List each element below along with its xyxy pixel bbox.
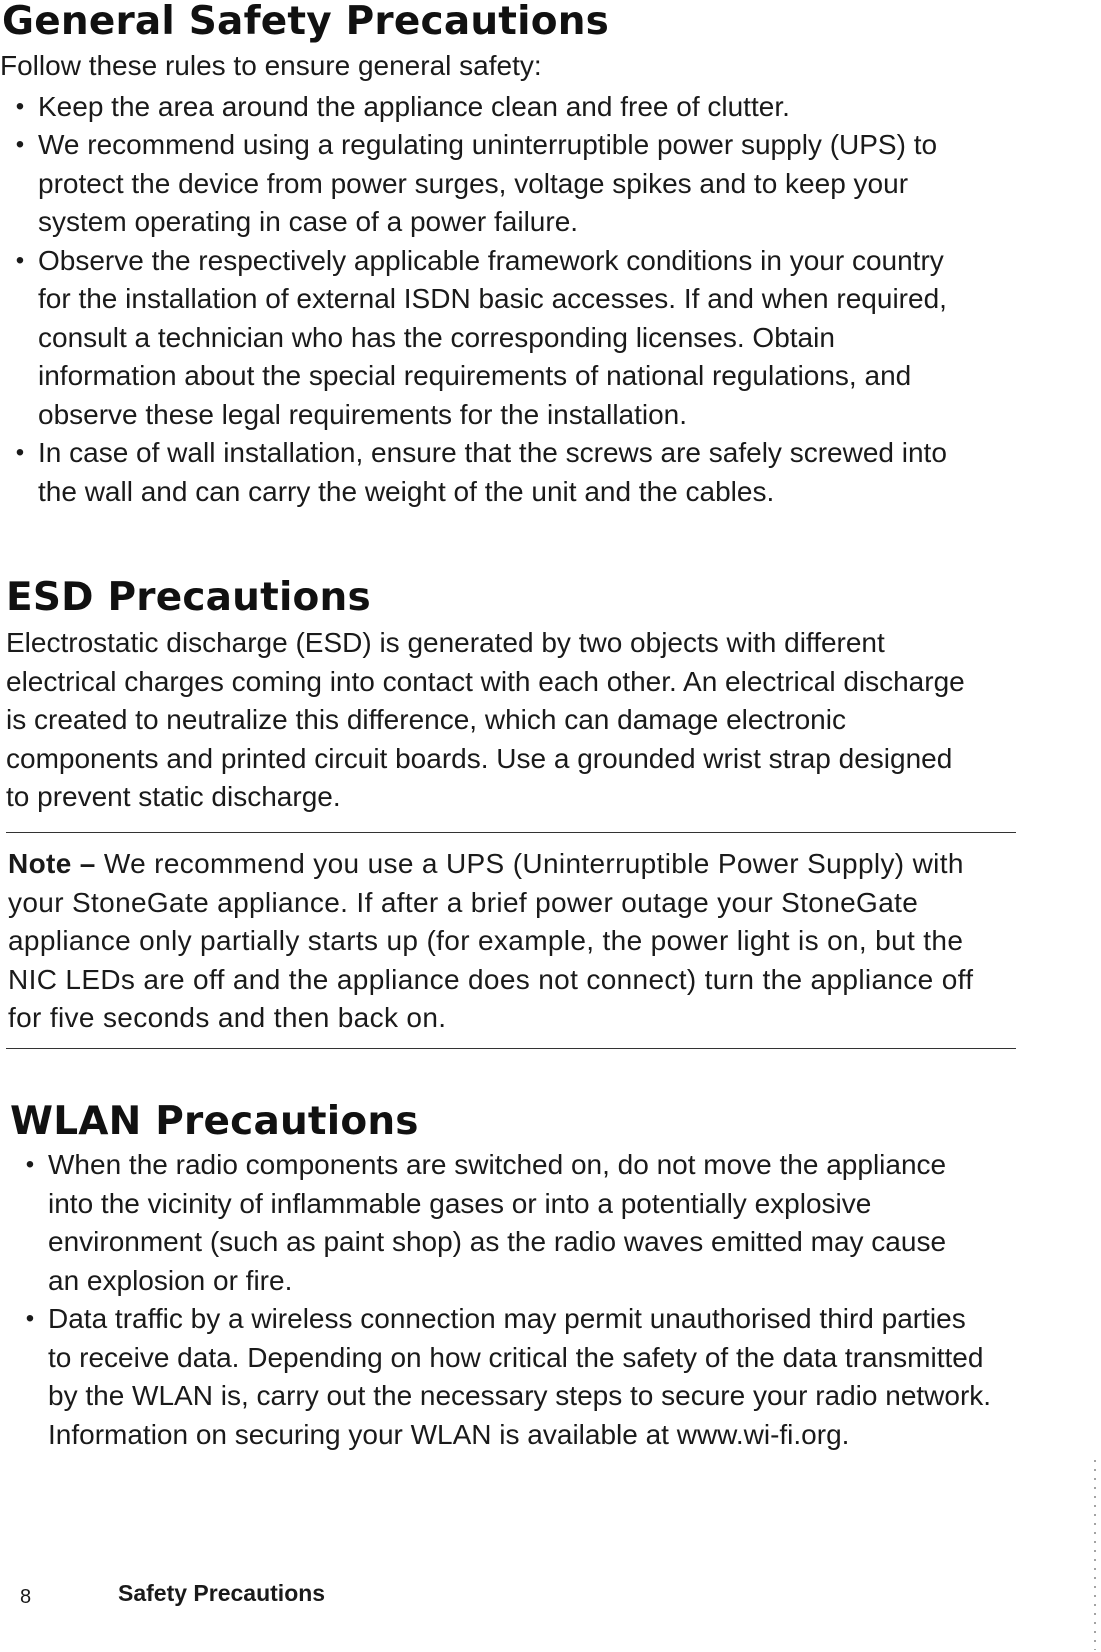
list-item-text: Observe the respectively applicable framework conditions in your country for the installation of external ISDN basic accesses. If and when required, consult a technician who has the corresponding licenses. Obtain information about the special requirements of national regulations, and observe these legal requirements for the installation. [38, 244, 947, 430]
page-number: 8 [20, 1586, 32, 1608]
bullet-icon: • [15, 92, 25, 120]
bullet-icon: • [15, 131, 25, 158]
bullet-icon: • [25, 1151, 35, 1178]
note-box [6, 832, 1016, 1049]
footer-section-title: Safety Precautions [118, 1580, 326, 1606]
general-safety-section [0, 0, 1000, 511]
general-safety-intro: Follow these rules to ensure general safety: [0, 50, 542, 81]
bullet-icon: • [15, 246, 25, 274]
esd-body: Electrostatic discharge (ESD) is generated by two objects with different electrical charges coming into contact with each other. An electrical discharge is created to neutralize this difference, which can damage electronic components and printed circuit boards. Use a grounded wrist strap designed to prevent static discharge. [6, 627, 965, 812]
esd-heading: ESD Precautions [6, 575, 371, 620]
list-item [6, 126, 968, 242]
bullet-icon: • [15, 439, 25, 466]
list-item-text: Keep the area around the appliance clean and free of clutter. [38, 90, 790, 122]
list-item [16, 1300, 993, 1454]
note-text: We recommend you use a UPS (Uninterruptible Power Supply) with your StoneGate appliance. If after a brief power outage your StoneGate appliance only partially starts up (for example, the power light is on, but the NIC LEDs are off and the appliance does not connect) turn the appliance off for five seconds and then back on. [8, 848, 974, 1033]
wlan-section [10, 1100, 1010, 1454]
list-item-text: Data traffic by a wireless connection may permit unauthorised third parties to receive data. Depending on how critical the safety of the data transmitted by the WLAN is, carry out the necessary steps to secure your radio network. Information on securing your WLAN is available at www.wi-fi.org. [48, 1303, 992, 1450]
esd-section [6, 576, 1006, 817]
bullet-icon: • [25, 1305, 35, 1332]
general-safety-list [6, 88, 1000, 512]
list-item [6, 88, 918, 127]
list-item-text: We recommend using a regulating uninterruptible power supply (UPS) to protect the device from power surges, voltage spikes and to keep your system operating in case of a power failure. [38, 129, 938, 237]
list-item [6, 242, 963, 435]
note-paragraph [8, 845, 998, 1038]
wlan-heading: WLAN Precautions [10, 1099, 419, 1144]
scan-edge-artifact [1094, 1460, 1096, 1650]
list-item [6, 434, 988, 511]
note-label: Note – [8, 848, 96, 879]
list-item-text: In case of wall installation, ensure that the screws are safely screwed into the wall and can carry the weight of the unit and the cables. [38, 437, 947, 507]
general-safety-heading: General Safety Precautions [2, 0, 610, 44]
list-item-text: When the radio components are switched on, do not move the appliance into the vicinity of inflammable gases or into a potentially explosive environment (such as paint shop) as the radio waves emitted may cause an explosion or fire. [48, 1149, 947, 1296]
list-item [16, 1146, 983, 1300]
wlan-list [16, 1146, 1010, 1454]
